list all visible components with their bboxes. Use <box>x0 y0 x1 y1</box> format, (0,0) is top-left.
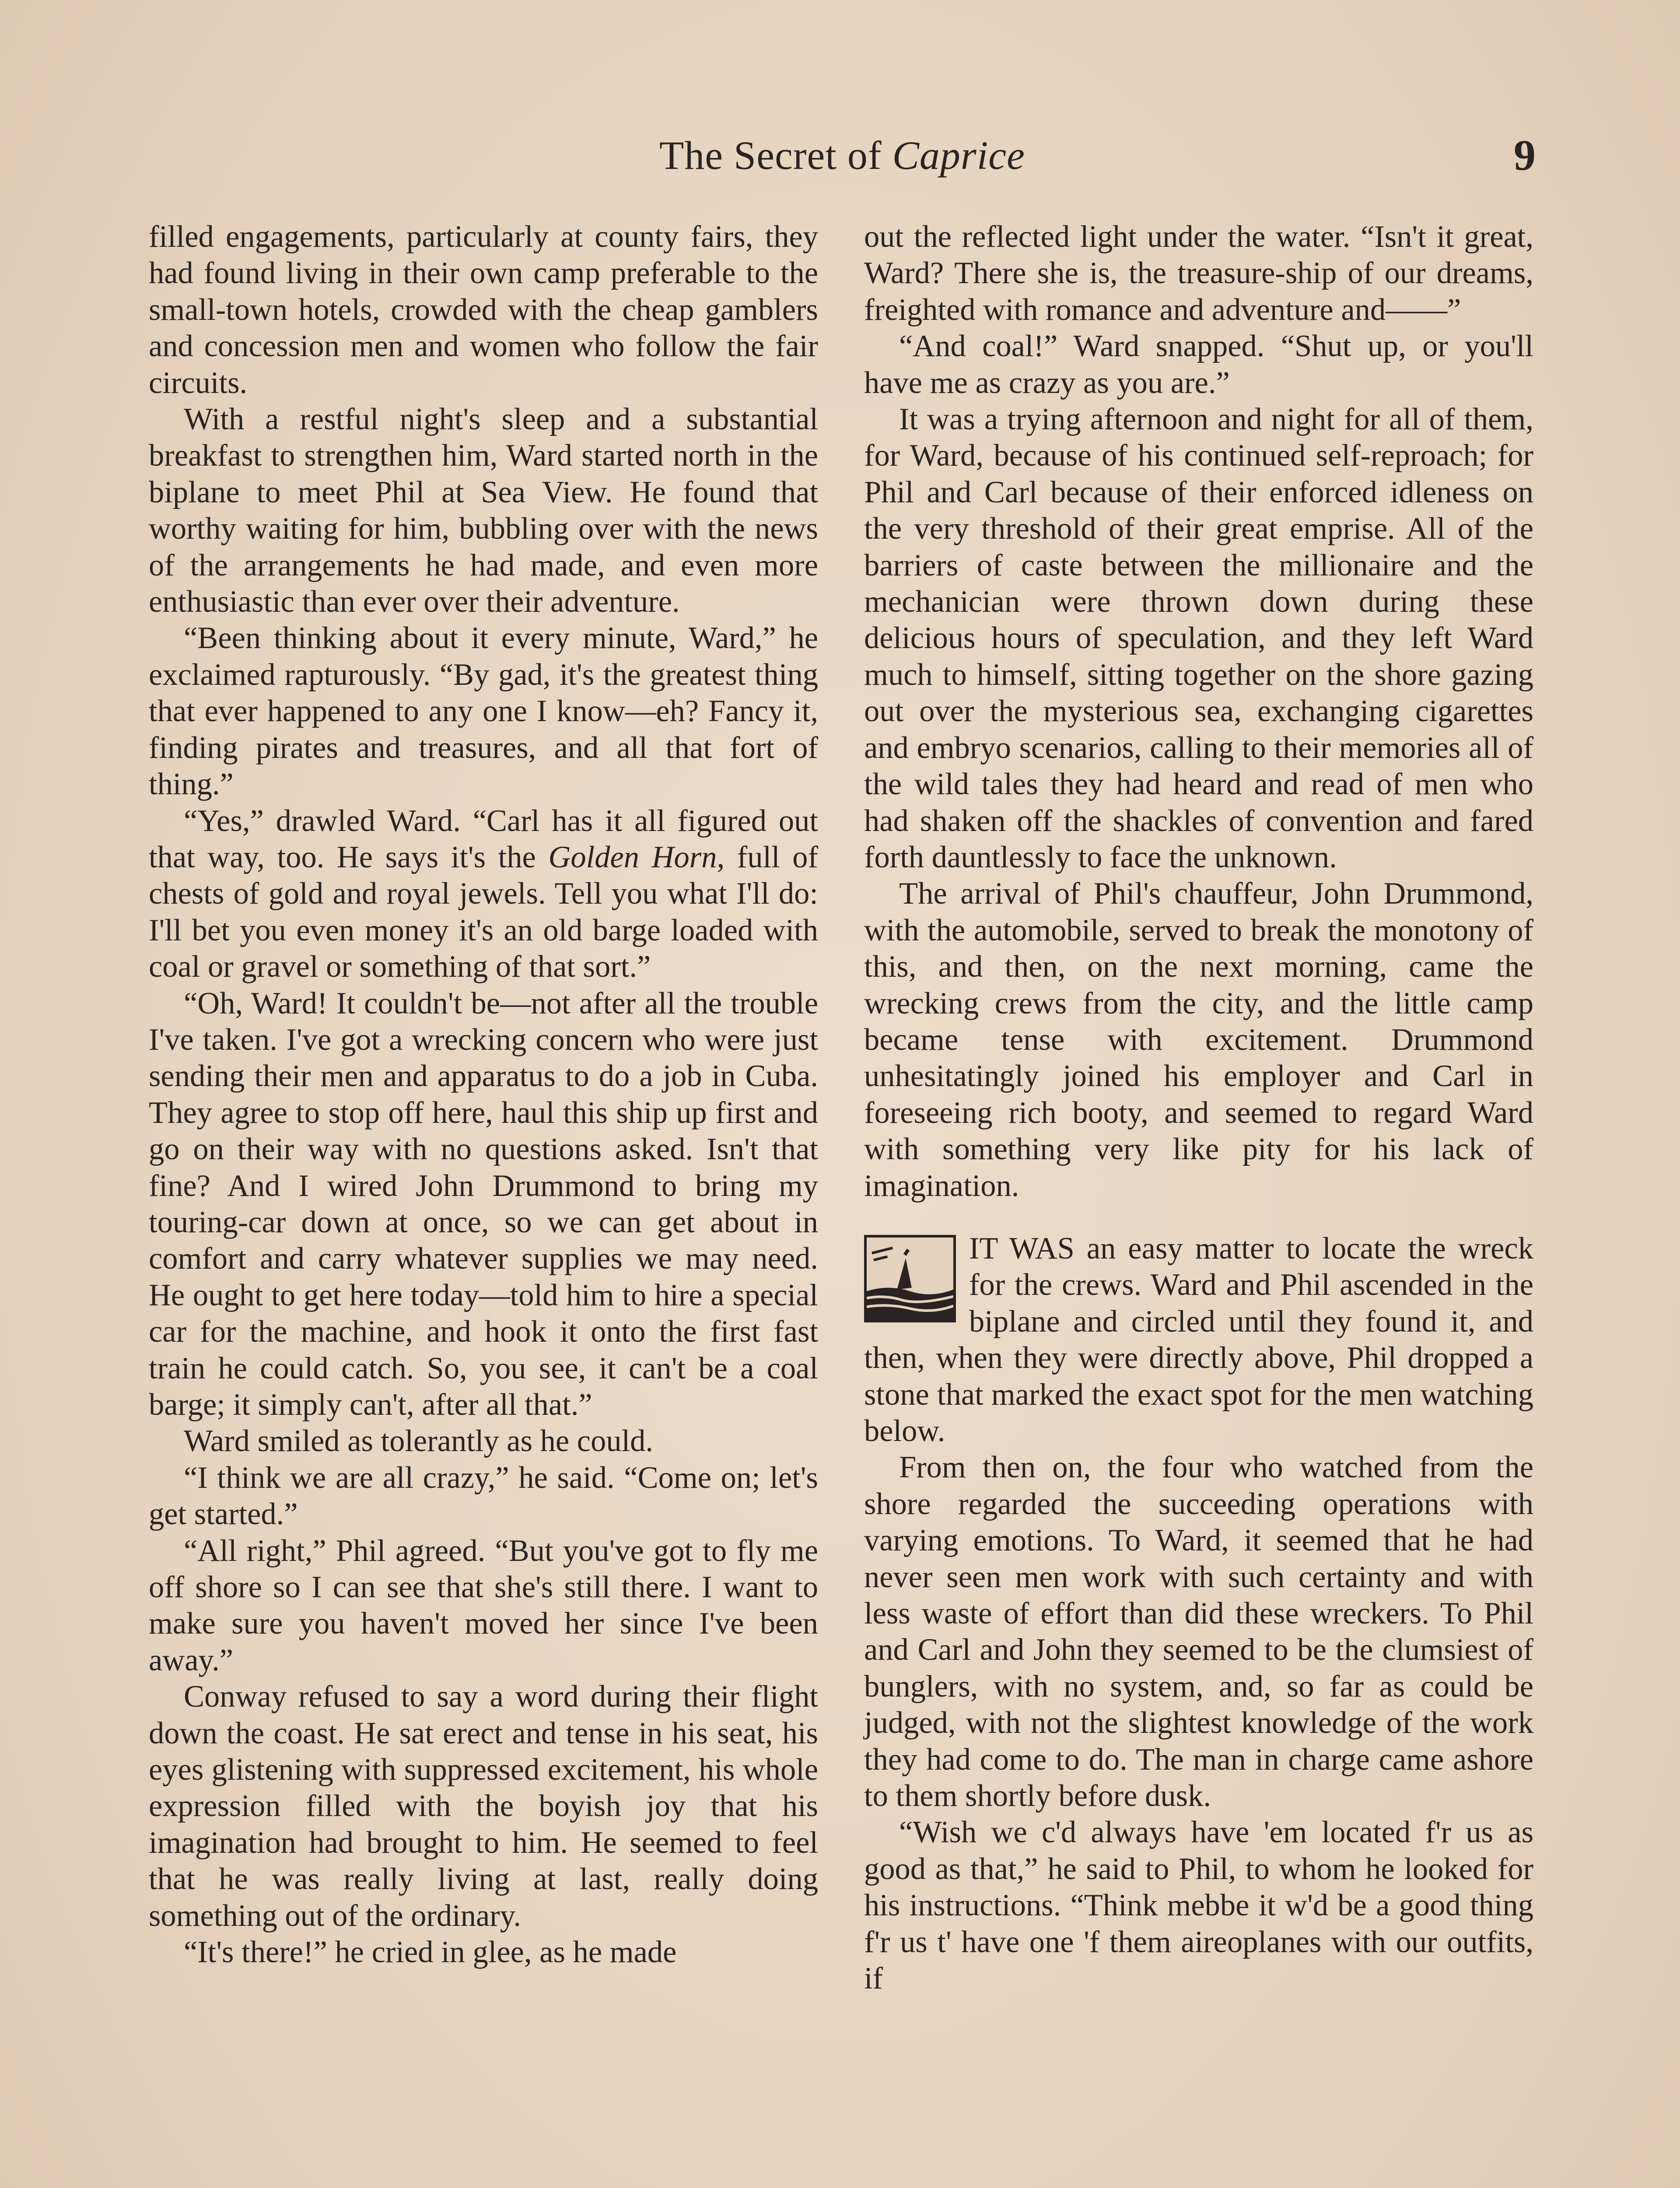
paragraph: With a restful night's sleep and a substantial breakfast to strengthen him, Ward started north in the biplane to meet Phil at Sea View. He found that worthy waiting for him, bubbling over with the news of the arrangements he had made, and even more enthusiastic than ever over their adventure. <box>149 402 818 619</box>
right-column <box>864 219 1533 1997</box>
paragraph: It was a trying afternoon and night for all of them, for Ward, because of his continued self-reproach; for Phil and Carl because of their enforced idleness on the very threshold of their great emprise. All of the barriers of caste between the millionaire and the mechanician were thrown down during these delicious hours of speculation, and they left Ward much to himself, sitting together on the shore gazing out over the mysterious sea, exchanging cigarettes and embryo scenarios, calling to their memories all of the wild tales they had heard and read of men who had shaken off the shackles of convention and fared forth dauntlessly to face the unknown. <box>864 402 1533 874</box>
paragraph: “It's there!” he cried in glee, as he made <box>184 1935 677 1970</box>
paragraph: “Wish we c'd always have 'em located f'r us as good as that,” he said to Phil, to whom he looked for his instructions. “Think mebbe it w'd be a good thing f'r us t' have one 'f them aireoplanes with our outfits, if <box>864 1815 1533 1996</box>
text-span: IT WAS an easy matter to locate the wreck for the crews. Ward and Phil ascended in the biplane and circled until they found it, and then, when they were directly above, Phil dropped a stone that marked the exact spot for the men watching below. <box>864 1231 1533 1448</box>
text-span: , full of chests of gold and royal jewels. Tell you what I'll do: I'll bet you even money it's an old barge loaded with coal or gravel or something of that sort.” <box>149 840 818 984</box>
paragraph: “And coal!” Ward snapped. “Shut up, or you'll have me as crazy as you are.” <box>864 329 1533 400</box>
ship-name: Golden Horn <box>548 840 717 874</box>
paragraph: From then on, the four who watched from the shore regarded the succeeding operations with varying emotions. To Ward, it seemed that he had never seen men work with such certainty and with less waste of effort than did these wreckers. To Phil and Carl and John they seemed to be the clumsiest of bunglers, with no system, and, so far as could be judged, with not the slightest knowledge of the work they had come to do. The man in charge came ashore to them shortly before dusk. <box>864 1450 1533 1813</box>
paragraph <box>149 803 818 985</box>
section-lead-paragraph <box>864 1231 1533 1449</box>
section-ornament-icon <box>864 1235 956 1322</box>
left-column <box>149 219 818 1971</box>
paragraph: “Oh, Ward! It couldn't be—not after all the trouble I've taken. I've got a wrecking concern who were just sending their men and apparatus to do a job in Cuba. They agree to stop off here, haul this ship up first and go on their way with no questions asked. Isn't that fine? And I wired John Drummond to bring my touring-car down at once, so we can get about in comfort and carry whatever supplies we may need. He ought to get here today—told him to hire a special car for the machine, and hook it onto the first fast train he could catch. So, you see, it can't be a coal barge; it simply can't, after all that.” <box>149 986 818 1422</box>
running-header <box>149 127 1536 193</box>
title-italic: Caprice <box>892 133 1025 178</box>
paragraph: “All right,” Phil agreed. “But you've got to fly me off shore so I can see that she's still there. I want to make sure you haven't moved her since I've been away.” <box>149 1533 818 1677</box>
paragraph: The arrival of Phil's chauffeur, John Drummond, with the automobile, served to break the monotony of this, and then, on the next morning, came the wrecking crews from the city, and the little camp became tense with excitement. Drummond unhesitatingly joined his employer and Carl in foreseeing rich booty, and seemed to regard Ward with something very like pity for his lack of imagination. <box>864 877 1533 1203</box>
text-span: “Yes,” drawled Ward. “Carl has it all figured out that way, too. He says it's the <box>149 803 818 874</box>
paragraph: Conway refused to say a word during their flight down the coast. He sat erect and tense in his seat, his eyes glistening with suppressed excitement, his whole expression filled with the boyish joy that his imagination had brought to him. He seemed to feel that he was really living at last, really doing something out of the ordinary. <box>149 1680 818 1933</box>
paragraph: “Been thinking about it every minute, Ward,” he exclaimed rapturously. “By gad, it's the greatest thing that ever happened to any one I know—eh? Fancy it, finding pirates and treasures, and all that fort of thing.” <box>149 621 818 802</box>
paragraph: out the reflected light under the water. “Isn't it great, Ward? There she is, the treasure-ship of our dreams, freighted with romance and adventure and——” <box>864 220 1533 327</box>
title-prefix: The Secret of <box>659 133 882 178</box>
running-title <box>149 127 1536 184</box>
paragraph: Ward smiled as tolerantly as he could. <box>184 1424 654 1459</box>
page-number: 9 <box>1514 131 1536 179</box>
paragraph: filled engagements, particularly at county fairs, they had found living in their own camp preferable to the small-town hotels, crowded with the cheap gamblers and concession men and women who follow the fair circuits. <box>149 220 818 400</box>
paragraph: “I think we are all crazy,” he said. “Come on; let's get started.” <box>149 1460 818 1532</box>
